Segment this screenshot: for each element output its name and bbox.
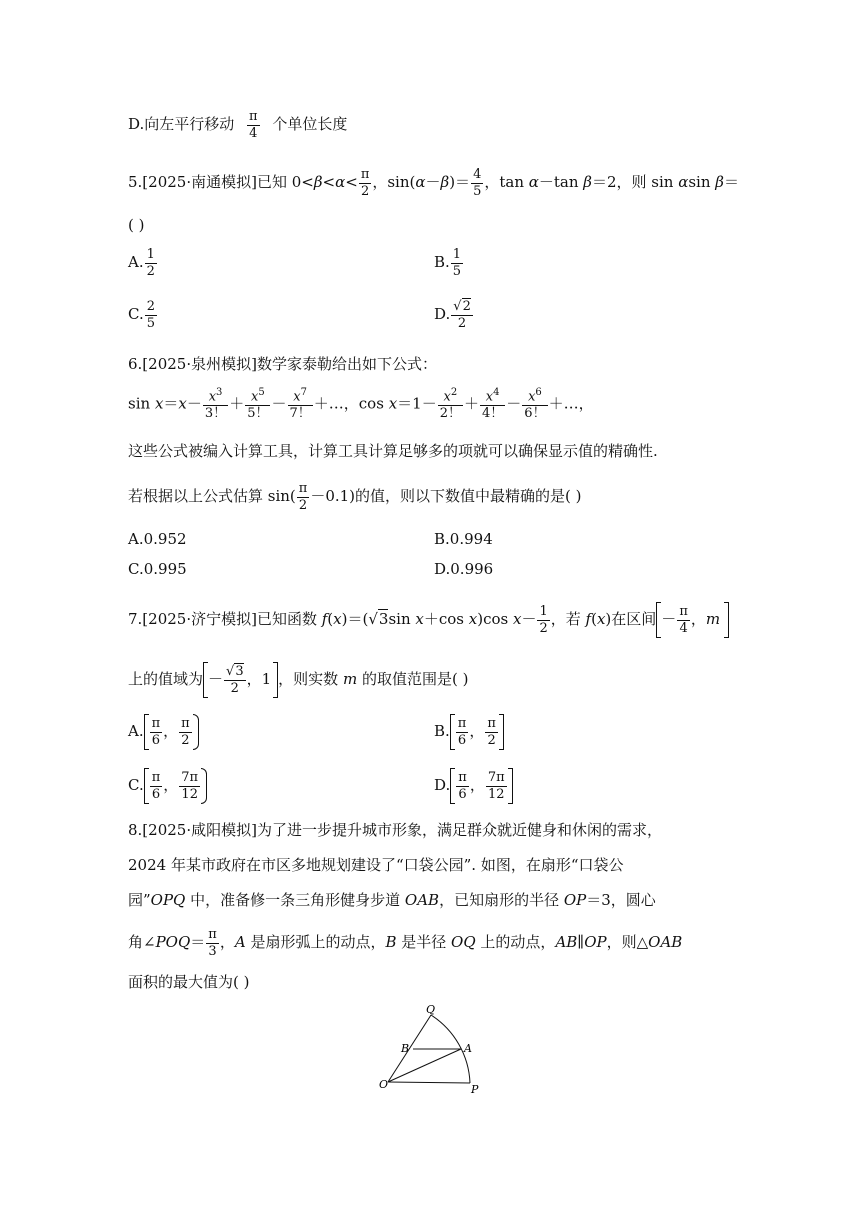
t: B bbox=[385, 933, 397, 952]
frac bbox=[486, 771, 507, 801]
frac-num bbox=[438, 388, 463, 406]
q5-lt2: < bbox=[345, 173, 358, 192]
q5-four-fifths bbox=[471, 168, 483, 198]
t: x bbox=[388, 394, 398, 413]
frac bbox=[150, 717, 163, 747]
t: 是扇形弧上的动点， bbox=[245, 933, 386, 952]
q5-option-c bbox=[128, 300, 158, 330]
q5-t12: sin bbox=[688, 173, 716, 192]
opt-frac bbox=[451, 248, 463, 278]
opt-frac bbox=[145, 248, 157, 278]
frac-num bbox=[480, 388, 505, 406]
t: ＋…， bbox=[548, 394, 594, 413]
frac-den: 6 bbox=[151, 786, 161, 802]
q7-stem-line1: 7.[2025·济宁模拟]已知函数 f(x)＝(√3sin x＋cos x)cos x－ $\frac{1}{2}$ ，若 f(x)在区间 － $\frac{\pi}{4}$ ，m bbox=[128, 602, 729, 638]
frac-den: 4 bbox=[249, 125, 258, 141]
t: OP bbox=[584, 933, 607, 952]
frac-num: π bbox=[679, 603, 688, 619]
t: ∥ bbox=[577, 933, 585, 952]
frac-den: 2 bbox=[360, 183, 370, 199]
q4-option-d-text: D.向左平行移动 bbox=[128, 115, 235, 134]
opt-label: C. bbox=[128, 305, 144, 324]
label-p: P bbox=[471, 1083, 479, 1095]
exp: 6 bbox=[535, 387, 542, 398]
q5-t6: ，tan bbox=[484, 173, 529, 192]
t: ， bbox=[246, 670, 262, 688]
q8-line5: 面积的最大值为( ) bbox=[128, 973, 250, 991]
frac-num: π bbox=[151, 715, 161, 731]
frac-den: 2 bbox=[539, 620, 548, 636]
t: ， bbox=[469, 776, 485, 794]
bracket-left bbox=[450, 768, 455, 804]
t: x bbox=[415, 610, 424, 628]
t: 上的动点， bbox=[475, 933, 556, 952]
pi-half bbox=[297, 482, 310, 512]
t: ＝1－ bbox=[397, 394, 437, 413]
opt-frac bbox=[451, 300, 473, 330]
q5-t8: －tan bbox=[538, 173, 584, 192]
frac-den: 2 bbox=[181, 732, 190, 748]
frac-den: 2 bbox=[457, 315, 467, 331]
t: － bbox=[186, 394, 202, 413]
bracket-left bbox=[450, 714, 455, 750]
t: － bbox=[661, 610, 677, 628]
t: 7.[2025·济宁模拟]已知函数 bbox=[128, 610, 322, 628]
label-o: O bbox=[379, 1078, 389, 1091]
t: 在区间 bbox=[611, 610, 657, 628]
sqrt-radicand: 3 bbox=[378, 610, 389, 628]
exp: 7 bbox=[300, 387, 307, 398]
q5-beta: β bbox=[313, 173, 323, 192]
q5-t5: )＝ bbox=[449, 173, 471, 192]
pi-third bbox=[206, 928, 219, 958]
t: x bbox=[443, 389, 451, 405]
t: ( bbox=[591, 610, 597, 628]
opt-label: D. bbox=[434, 776, 451, 794]
half bbox=[537, 605, 549, 635]
q4-fraction bbox=[247, 110, 260, 140]
t: x bbox=[293, 389, 301, 405]
sector-figure bbox=[370, 1000, 490, 1095]
q8-line1: 8.[2025·咸阳模拟]为了进一步提升城市形象，满足群众就近健身和休闲的需求， bbox=[128, 821, 662, 839]
frac-den: 4！ bbox=[482, 405, 504, 421]
q7-option-c bbox=[128, 768, 207, 804]
t: － bbox=[208, 670, 224, 688]
q5-stem bbox=[128, 168, 739, 198]
frac-num bbox=[288, 388, 313, 406]
t: －0.1)的值，则以下数值中最精确的是( ) bbox=[310, 487, 582, 506]
t: f bbox=[585, 610, 592, 628]
frac-num: 7π bbox=[487, 769, 505, 785]
t: sin bbox=[388, 610, 416, 628]
q6-option-c: C.0.995 bbox=[128, 560, 187, 578]
frac-num: 1 bbox=[539, 603, 548, 619]
t: － bbox=[506, 394, 522, 413]
exp: 3 bbox=[216, 387, 223, 398]
t: OAB bbox=[404, 891, 440, 909]
t: ， bbox=[163, 722, 179, 740]
t: ＝3，圆心 bbox=[586, 891, 656, 909]
frac-num: π bbox=[487, 715, 496, 731]
q5-lt: < bbox=[322, 173, 336, 192]
t: x bbox=[528, 389, 536, 405]
opt-label: B. bbox=[434, 722, 450, 740]
q7-stem-line2 bbox=[128, 662, 468, 698]
label-q: Q bbox=[426, 1003, 436, 1016]
frac-den: 6 bbox=[457, 732, 467, 748]
t: f bbox=[321, 610, 328, 628]
frac-num: 7π bbox=[181, 769, 199, 785]
q5-t2: α bbox=[415, 173, 426, 192]
frac-den: 7！ bbox=[289, 405, 311, 421]
t: ， bbox=[163, 776, 179, 794]
t: 上的值域为 bbox=[128, 670, 204, 688]
frac-num: √2 bbox=[453, 299, 471, 314]
q5-t3: － bbox=[425, 173, 441, 192]
q6-line3: 这些公式被编入计算工具，计算工具计算足够多的项就可以确保显示值的精确性. bbox=[128, 442, 658, 460]
exp: 5 bbox=[258, 387, 265, 398]
frac bbox=[456, 717, 469, 747]
bracket-right bbox=[508, 768, 513, 804]
t: sin bbox=[128, 394, 155, 413]
t: － bbox=[521, 610, 537, 628]
q8-line3 bbox=[128, 893, 656, 908]
t: ＝ bbox=[190, 933, 206, 952]
t: ，则△ bbox=[606, 933, 649, 952]
t: ，已知扇形的半径 bbox=[439, 891, 564, 909]
frac-num: π bbox=[360, 167, 370, 182]
t: x bbox=[468, 610, 478, 628]
t: x bbox=[208, 389, 217, 405]
t: 若根据以上公式估算 sin( bbox=[128, 487, 296, 506]
radius-op bbox=[388, 1082, 470, 1083]
frac-num: 4 bbox=[473, 167, 482, 182]
q5-t9: β bbox=[583, 173, 592, 192]
frac bbox=[485, 717, 498, 747]
frac-num: 1 bbox=[146, 247, 155, 262]
frac bbox=[456, 771, 469, 801]
t: )cos bbox=[477, 610, 513, 628]
taylor-term bbox=[522, 388, 547, 421]
bracket-right bbox=[499, 714, 504, 750]
frac-num bbox=[203, 388, 228, 406]
frac-den: 2 bbox=[230, 680, 239, 696]
t: x bbox=[485, 389, 494, 405]
opt-label: A. bbox=[128, 722, 144, 740]
t: OPQ bbox=[150, 891, 186, 909]
t: m bbox=[342, 670, 358, 688]
t: x bbox=[333, 610, 342, 628]
q7-option-b bbox=[434, 714, 504, 750]
label-b: B bbox=[401, 1042, 410, 1055]
q5-head: 5.[2025·南通模拟]已知 0< bbox=[128, 173, 314, 192]
q5-option-d bbox=[434, 300, 474, 330]
frac-den: 6！ bbox=[524, 405, 546, 421]
paren-right bbox=[193, 714, 199, 750]
frac-den: 2！ bbox=[439, 405, 461, 421]
frac-den: 2 bbox=[146, 263, 155, 279]
frac-den: 5 bbox=[452, 263, 462, 279]
t: x bbox=[596, 610, 606, 628]
q8-line4 bbox=[128, 928, 682, 958]
q5-t14: ＝ bbox=[723, 173, 739, 192]
taylor-term bbox=[438, 388, 463, 421]
opt-label: C. bbox=[128, 776, 144, 794]
frac-den: 12 bbox=[181, 786, 198, 802]
t: OQ bbox=[451, 933, 476, 952]
t: 1 bbox=[261, 670, 272, 688]
t: OAB bbox=[648, 933, 683, 952]
opt-label: B. bbox=[434, 253, 450, 272]
t: 是半径 bbox=[396, 933, 452, 952]
taylor-term bbox=[480, 388, 505, 421]
frac-den: 3 bbox=[208, 943, 217, 959]
q5-alpha: α bbox=[335, 173, 346, 192]
t: 园” bbox=[128, 891, 151, 909]
frac-den: 3！ bbox=[204, 405, 227, 421]
t: A bbox=[234, 933, 246, 952]
frac-num bbox=[245, 388, 270, 406]
bracket-left bbox=[144, 768, 149, 804]
t: ＋…，cos bbox=[313, 394, 389, 413]
opt-label: D. bbox=[434, 305, 451, 324]
q6-option-d: D.0.996 bbox=[434, 560, 494, 578]
t: ， bbox=[219, 933, 235, 952]
q8-line2: 2024 年某市政府在市区多地规划建设了“口袋公园”. 如图，在扇形“口袋公 bbox=[128, 856, 624, 874]
taylor-term bbox=[203, 388, 228, 421]
frac-num: π bbox=[298, 481, 308, 496]
frac-den: 2 bbox=[298, 497, 308, 513]
frac-den: 12 bbox=[487, 786, 505, 802]
bracket-right bbox=[724, 602, 729, 638]
q6-head: 6.[2025·泉州模拟]数学家泰勒给出如下公式： bbox=[128, 355, 437, 373]
pi-quarter bbox=[677, 605, 690, 635]
q6-taylor-formulas bbox=[128, 388, 594, 421]
opt-frac bbox=[145, 300, 157, 330]
label-a: A bbox=[464, 1042, 472, 1055]
q6-option-b: B.0.994 bbox=[434, 530, 493, 548]
exp: 2 bbox=[450, 387, 458, 398]
q5-t11: α bbox=[678, 173, 689, 192]
t: ，则实数 bbox=[278, 670, 343, 688]
bracket-left bbox=[144, 714, 149, 750]
frac-num: 1 bbox=[452, 247, 462, 262]
q5-t13: β bbox=[715, 173, 724, 192]
q5-option-a bbox=[128, 248, 158, 278]
t: 的取值范围是( ) bbox=[357, 670, 469, 688]
frac-num: π bbox=[458, 769, 467, 785]
t: AB bbox=[555, 933, 578, 952]
sqrt-radicand: 3 bbox=[235, 663, 244, 679]
q5-t1: ，sin( bbox=[372, 173, 416, 192]
frac-num bbox=[522, 388, 547, 406]
frac-den: 2 bbox=[487, 732, 496, 748]
t: ＋cos bbox=[423, 610, 469, 628]
t: POQ bbox=[155, 933, 191, 952]
q7-option-a bbox=[128, 714, 199, 750]
t: )＝( bbox=[341, 610, 369, 628]
q5-answer-paren: ( ) bbox=[128, 216, 145, 234]
frac-num: π bbox=[181, 715, 190, 731]
taylor-term bbox=[245, 388, 270, 421]
frac bbox=[179, 771, 200, 801]
frac bbox=[179, 717, 192, 747]
t: x bbox=[154, 394, 164, 413]
t: ， bbox=[469, 722, 485, 740]
q4-option-d-tail: 个单位长度 bbox=[272, 115, 348, 134]
q5-pi-half bbox=[359, 168, 372, 198]
t: OP bbox=[563, 891, 587, 909]
t: 角∠ bbox=[128, 933, 156, 952]
frac-den: 5！ bbox=[247, 405, 269, 421]
frac-den: 5 bbox=[146, 315, 155, 331]
q5-t7: α bbox=[528, 173, 539, 192]
root3-half bbox=[224, 665, 246, 695]
t: ＋ bbox=[463, 394, 479, 413]
t: ＋ bbox=[229, 394, 245, 413]
frac-num: π bbox=[457, 715, 467, 731]
t: ， bbox=[690, 610, 706, 628]
exp: 4 bbox=[493, 387, 500, 398]
q6-option-a: A.0.952 bbox=[128, 530, 187, 548]
frac-num: 2 bbox=[146, 299, 155, 314]
frac-den: 5 bbox=[473, 183, 482, 199]
t: x bbox=[250, 389, 259, 405]
q4-option-d bbox=[128, 110, 347, 140]
frac-den: 6 bbox=[458, 786, 467, 802]
q5-t4: β bbox=[440, 173, 450, 192]
frac-num: √3 bbox=[226, 663, 244, 679]
t: m bbox=[705, 610, 721, 628]
t: x bbox=[178, 394, 187, 413]
q6-line4 bbox=[128, 482, 582, 512]
t: ( bbox=[327, 610, 334, 628]
frac-den: 4 bbox=[679, 620, 688, 636]
t: x bbox=[512, 610, 522, 628]
q7-option-d bbox=[434, 768, 513, 804]
t: ＝ bbox=[163, 394, 179, 413]
frac-num: π bbox=[249, 109, 258, 124]
frac-num: π bbox=[151, 769, 161, 785]
q5-option-b bbox=[434, 248, 464, 278]
t: － bbox=[271, 394, 287, 413]
frac-num: π bbox=[208, 927, 217, 942]
frac-den: 6 bbox=[151, 732, 161, 748]
t: ，若 bbox=[550, 610, 586, 628]
sqrt-radicand: 2 bbox=[462, 299, 471, 314]
taylor-term bbox=[288, 388, 313, 421]
t: 中，准备修一条三角形健身步道 bbox=[185, 891, 405, 909]
q5-t10: ＝2，则 sin bbox=[591, 173, 679, 192]
opt-label: A. bbox=[128, 253, 144, 272]
frac bbox=[150, 771, 163, 801]
paren-right bbox=[201, 768, 207, 804]
